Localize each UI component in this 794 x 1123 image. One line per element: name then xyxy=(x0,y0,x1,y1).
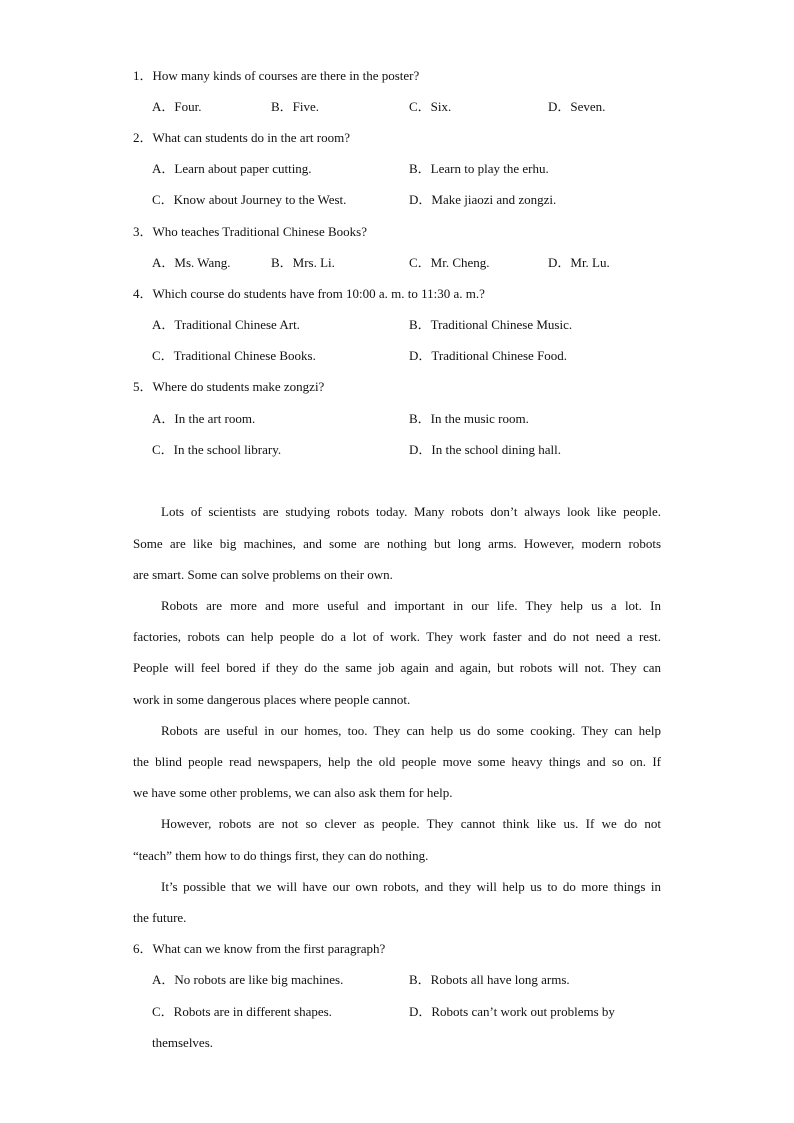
question-2-option-c[interactable]: C．Know about Journey to the West. xyxy=(152,192,347,207)
passage-line: are smart. Some can solve problems on their own. xyxy=(133,567,393,582)
passage-line: People will feel bored if they do the same job again and again, but robots will not. They can xyxy=(133,660,661,675)
question-1-option-b[interactable]: B．Five. xyxy=(271,99,320,114)
passage-line: the blind people read newspapers, help the old people move some heavy things and so on. If xyxy=(133,754,661,769)
question-5-option-c[interactable]: C．In the school library. xyxy=(152,442,282,457)
passage-line: However, robots are not so clever as people. They cannot think like us. If we do not xyxy=(161,816,661,831)
question-6-stem: 6．What can we know from the first paragraph? xyxy=(133,941,386,956)
passage-line: we have some other problems, we can also ask them for help. xyxy=(133,785,453,800)
question-5-option-b[interactable]: B．In the music room. xyxy=(409,411,529,426)
passage-line: “teach” them how to do things first, they can do nothing. xyxy=(133,848,429,863)
passage-line: Some are like big machines, and some are nothing but long arms. However, modern robots xyxy=(133,536,661,551)
question-2-stem: 2．What can students do in the art room? xyxy=(133,130,350,145)
passage-line: Robots are more and more useful and important in our life. They help us a lot. In xyxy=(161,598,661,613)
question-4-option-b[interactable]: B．Traditional Chinese Music. xyxy=(409,317,573,332)
question-5-option-a[interactable]: A．In the art room. xyxy=(152,411,256,426)
passage-line: Lots of scientists are studying robots today. Many robots don’t always look like people. xyxy=(161,504,661,519)
question-3-option-a[interactable]: A．Ms. Wang. xyxy=(152,255,231,270)
question-5-option-d[interactable]: D．In the school dining hall. xyxy=(409,442,562,457)
question-4-option-d[interactable]: D．Traditional Chinese Food. xyxy=(409,348,568,363)
question-6-option-a[interactable]: A．No robots are like big machines. xyxy=(152,972,344,987)
question-2-option-a[interactable]: A．Learn about paper cutting. xyxy=(152,161,312,176)
question-3-stem: 3．Who teaches Traditional Chinese Books? xyxy=(133,224,367,239)
question-2-option-d[interactable]: D．Make jiaozi and zongzi. xyxy=(409,192,557,207)
question-4-option-a[interactable]: A．Traditional Chinese Art. xyxy=(152,317,300,332)
passage-line: work in some dangerous places where people cannot. xyxy=(133,692,411,707)
passage-line: It’s possible that we will have our own robots, and they will help us to do more things in xyxy=(161,879,661,894)
question-1-option-c[interactable]: C．Six. xyxy=(409,99,452,114)
question-6-option-b[interactable]: B．Robots all have long arms. xyxy=(409,972,570,987)
question-2-option-b[interactable]: B．Learn to play the erhu. xyxy=(409,161,549,176)
passage-line: factories, robots can help people do a lot of work. They work faster and do not need a rest. xyxy=(133,629,661,644)
passage-line: the future. xyxy=(133,910,187,925)
question-4-stem: 4．Which course do students have from 10:00 a. m. to 11:30 a. m.? xyxy=(133,286,485,301)
question-1-option-d[interactable]: D．Seven. xyxy=(548,99,606,114)
question-6-option-d-continued[interactable]: themselves. xyxy=(152,1035,214,1050)
question-3-option-c[interactable]: C．Mr. Cheng. xyxy=(409,255,490,270)
question-4-option-c[interactable]: C．Traditional Chinese Books. xyxy=(152,348,316,363)
question-6-option-c[interactable]: C．Robots are in different shapes. xyxy=(152,1004,332,1019)
passage-line: Robots are useful in our homes, too. They can help us do some cooking. They can help xyxy=(161,723,661,738)
question-5-stem: 5．Where do students make zongzi? xyxy=(133,379,325,394)
question-6-option-d[interactable]: D．Robots can’t work out problems by xyxy=(409,1004,615,1019)
question-1-stem: 1．How many kinds of courses are there in the poster? xyxy=(133,68,420,83)
question-1-option-a[interactable]: A．Four. xyxy=(152,99,202,114)
question-3-option-d[interactable]: D．Mr. Lu. xyxy=(548,255,610,270)
question-3-option-b[interactable]: B．Mrs. Li. xyxy=(271,255,335,270)
